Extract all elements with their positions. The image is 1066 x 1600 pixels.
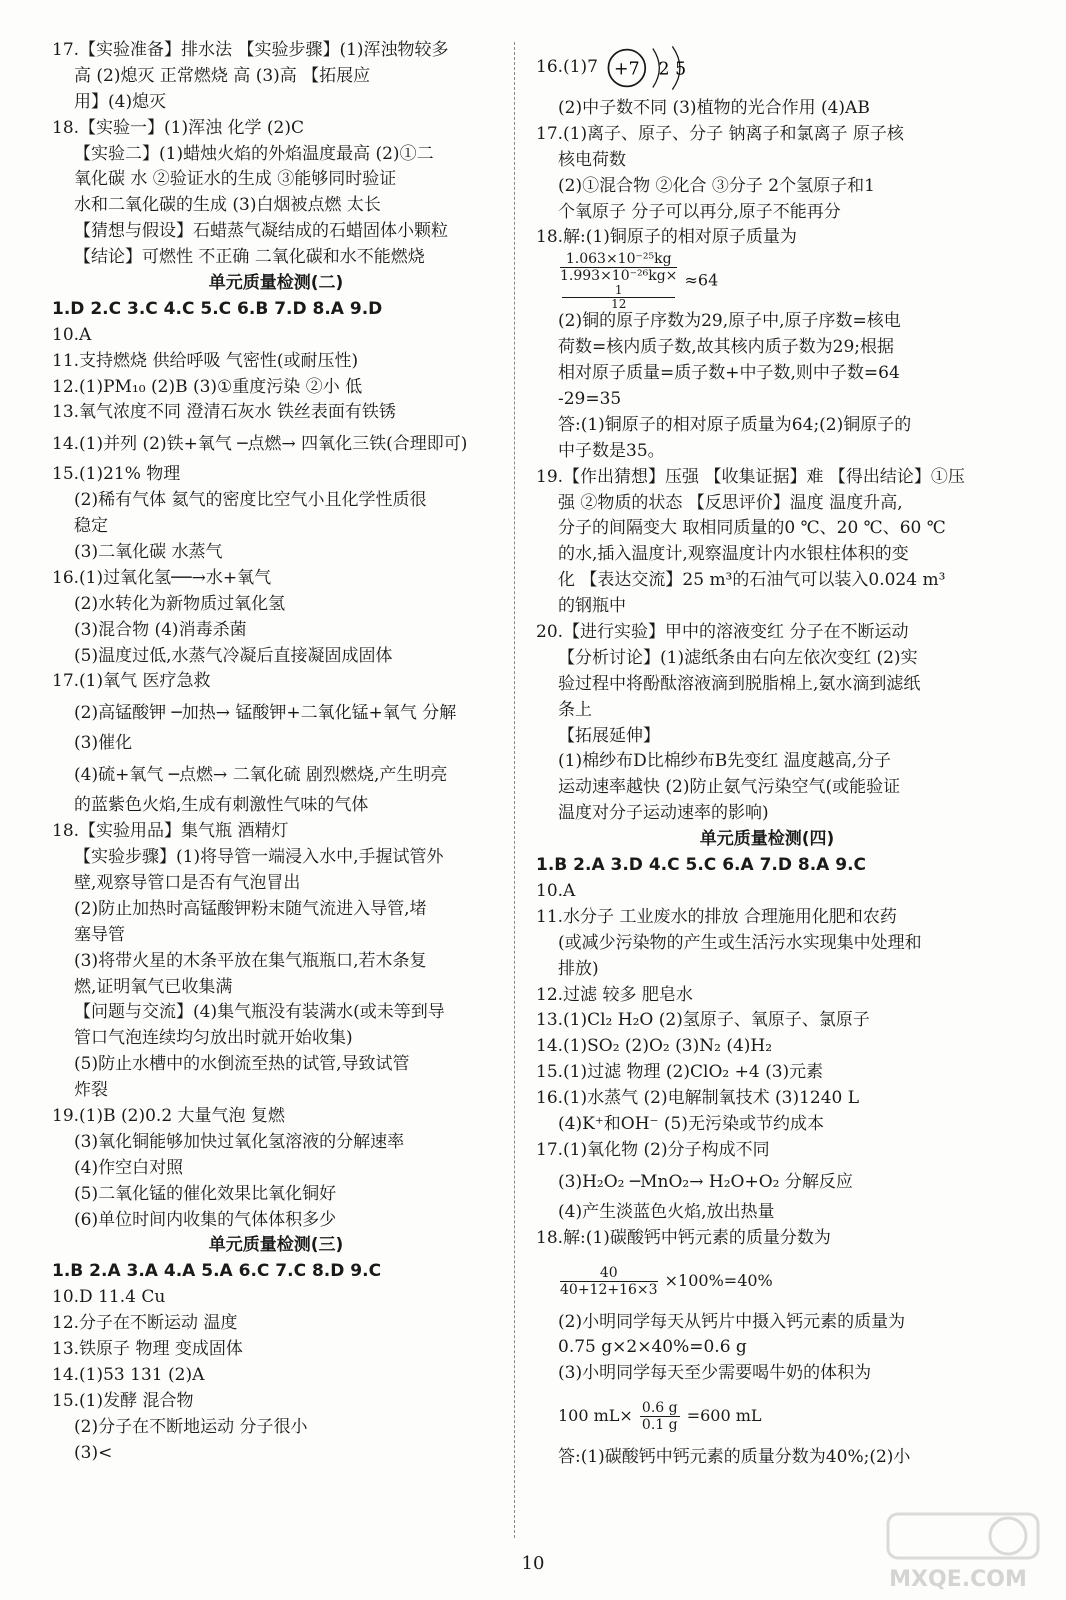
answer-line: (3)<	[74, 1442, 113, 1463]
answer-line: 验过程中将酚酞溶液滴到脱脂棉上,氨水滴到滤纸	[558, 673, 921, 694]
fraction-denominator: 40+12+16×3	[560, 1281, 658, 1298]
answer-line: 荷数=核内质子数,故其核内质子数为29;根据	[558, 337, 895, 358]
fraction-numerator: 40	[560, 1265, 658, 1282]
answer-line: 12.过滤 较多 肥皂水	[536, 984, 693, 1005]
section-heading: 单元质量检测(四)	[699, 829, 835, 850]
answer-line: 10.D 11.4 Cu	[52, 1287, 166, 1308]
answer-line: 的水,插入温度计,观察温度计内水银柱体积的变	[558, 544, 909, 565]
answer-line: 1.B 2.A 3.A 4.A 5.A 6.C 7.C 8.D 9.C	[52, 1261, 382, 1282]
fraction	[640, 1400, 680, 1433]
answer-line: 16.(1)水蒸气 (2)电解制氧技术 (3)1240 L	[536, 1088, 860, 1109]
answer-line: 20.【进行实验】甲中的溶液变红 分子在不断运动	[536, 622, 909, 643]
answer-line: (或减少污染物的产生或生活污水实现集中处理和	[558, 932, 922, 953]
answer-line: (4)硫+氧气 ─点燃→ 二氧化硫 剧烈燃烧,产生明亮	[74, 765, 448, 786]
answer-line: 14.(1)SO₂ (2)O₂ (3)N₂ (4)H₂	[536, 1036, 773, 1057]
answer-line: 17.(1)离子、原子、分子 钠离子和氯离子 原子核	[536, 123, 904, 144]
twelfth-denominator: 12	[611, 297, 627, 310]
fraction-denominator: 0.1 g	[641, 1417, 678, 1434]
answer-line: (1)棉纱布D比棉纱布B先变红 温度越高,分子	[558, 751, 892, 772]
answer-line: 温度对分子运动速率的影响)	[558, 803, 769, 824]
fraction-numerator: 1.063×10⁻²⁵kg	[560, 251, 677, 268]
section-heading: 单元质量检测(三)	[208, 1235, 344, 1256]
site-watermark-logo	[858, 1508, 1058, 1594]
answer-line: 19.(1)B (2)0.2 大量气泡 复燃	[52, 1105, 285, 1126]
answer-line: 个氧原子 分子可以再分,原子不能再分	[558, 201, 841, 222]
answer-line: (6)单位时间内收集的气体体积多少	[74, 1209, 337, 1230]
answer-line: 13.铁原子 物理 变成固体	[52, 1338, 243, 1359]
answer-line: (2)①混合物 ②化合 ③分子 2个氢原子和1	[558, 175, 875, 196]
answer-line: (3)将带火星的木条平放在集气瓶瓶口,若木条复	[74, 950, 427, 971]
answer-line: 18.【实验用品】集气瓶 酒精灯	[52, 821, 289, 842]
answer-line: 15.(1)过滤 物理 (2)ClO₂ +4 (3)元素	[536, 1062, 824, 1083]
answer-line: 核电荷数	[558, 149, 626, 170]
answer-line: 12.分子在不断运动 温度	[52, 1313, 238, 1334]
answer-line: 1.D 2.C 3.C 4.C 5.C 6.B 7.D 8.A 9.D	[52, 298, 383, 319]
answer-line: (2)防止加热时高锰酸钾粉末随气流进入导管,堵	[74, 898, 427, 919]
answer-line: 10.A	[52, 324, 92, 345]
answer-line: 【问题与交流】(4)集气瓶没有装满水(或未等到导	[74, 1002, 445, 1023]
answer-line: (4)K⁺和OH⁻ (5)无污染或节约成本	[558, 1113, 824, 1134]
atom-structure-diagram	[603, 41, 733, 95]
answer-line: 的蓝紫色火焰,生成有刺激性气味的气体	[74, 795, 369, 816]
nucleus-label: +7	[614, 59, 640, 79]
answer-line: 1.B 2.A 3.D 4.C 5.C 6.A 7.D 8.A 9.C	[536, 855, 867, 876]
answer-text: 16.(1)7	[536, 57, 598, 77]
answer-line: 水和二氧化碳的生成 (3)白烟被点燃 太长	[74, 195, 381, 216]
answer-line: (2)小明同学每天从钙片中摄入钙元素的质量为	[558, 1311, 906, 1332]
answer-line: 塞导管	[74, 924, 125, 945]
answer-line: (4)作空白对照	[74, 1157, 184, 1178]
answer-line: 相对原子质量=质子数+中子数,则中子数=64	[558, 363, 900, 384]
answer-line: 17.(1)氧气 医疗急救	[52, 671, 211, 692]
answer-line: (3)H₂O₂ ─MnO₂→ H₂O+O₂ 分解反应	[558, 1171, 853, 1192]
answer-line: 燃,证明氧气已收集满	[74, 976, 233, 997]
answer-line: 分子的间隔变大 取相同质量的0 ℃、20 ℃、60 ℃	[558, 518, 946, 539]
fraction-numerator: 0.6 g	[641, 1400, 678, 1417]
answer-line: (2)中子数不同 (3)植物的光合作用 (4)AB	[558, 98, 870, 118]
answer-line: 答:(1)铜原子的相对原子质量为64;(2)铜原子的	[558, 414, 912, 435]
answer-line: 用】(4)熄灭	[74, 91, 167, 112]
answer-line: 17.【实验准备】排水法 【实验步骤】(1)浑浊物较多	[52, 40, 449, 60]
answer-line: -29=35	[558, 389, 622, 410]
answer-line: 答:(1)碳酸钙中钙元素的质量分数为40%;(2)小	[558, 1447, 911, 1468]
answer-line: (2)铜的原子序数为29,原子中,原子序数=核电	[558, 311, 901, 332]
answer-line: 13.氧气浓度不同 澄清石灰水 铁丝表面有铁锈	[52, 402, 396, 423]
formula-result: ×100%=40%	[664, 1270, 773, 1290]
answer-line: 18.解:(1)碳酸钙中钙元素的质量分数为	[536, 1227, 831, 1248]
answer-line	[536, 38, 998, 96]
formula-line	[536, 1252, 998, 1310]
answer-line: (4)产生淡蓝色火焰,放出热量	[558, 1201, 775, 1222]
answer-line: 17.(1)氧化物 (2)分子构成不同	[536, 1139, 770, 1160]
answer-line: 18.【实验一】(1)浑浊 化学 (2)C	[52, 117, 305, 138]
fraction-denominator	[560, 268, 677, 309]
answer-line: 中子数是35。	[558, 440, 665, 461]
answer-line: 的钢瓶中	[558, 596, 626, 617]
denominator-text: 1.993×10⁻²⁶kg×	[560, 268, 678, 285]
answer-line: 12.(1)PM₁₀ (2)B (3)①重度污染 ②小 低	[52, 376, 363, 397]
answer-line: 高 (2)熄灭 正常燃烧 高 (3)高 【拓展应	[74, 65, 371, 86]
answer-line: (5)防止水槽中的水倒流至热的试管,导致试管	[74, 1054, 410, 1075]
fraction	[560, 1265, 658, 1298]
answer-line: (2)高锰酸钾 ─加热→ 锰酸钾+二氧化锰+氧气 分解	[74, 703, 457, 724]
answer-line: 【结论】可燃性 不正确 二氧化碳和水不能燃烧	[74, 247, 425, 268]
answer-line: 条上	[558, 699, 592, 720]
column-divider	[514, 42, 515, 1538]
formula-prefix: 100 mL×	[558, 1406, 633, 1426]
answer-line: (2)水转化为新物质过氧化氢	[74, 593, 286, 614]
formula-line	[536, 1387, 998, 1445]
answer-line: 0.75 g×2×40%=0.6 g	[558, 1337, 747, 1358]
section-heading: 单元质量检测(二)	[208, 273, 344, 294]
answer-line: 强 ②物质的状态 【反思评价】温度 温度升高,	[558, 492, 903, 513]
answer-line: 氧化碳 水 ②验证水的生成 ③能够同时验证	[74, 169, 397, 190]
answer-line: 【实验步骤】(1)将导管一端浸入水中,手握试管外	[74, 847, 444, 868]
answer-line: 【分析讨论】(1)滤纸条由右向左依次变红 (2)实	[558, 647, 918, 668]
answer-line: 11.水分子 工业废水的排放 合理施用化肥和农药	[536, 906, 897, 927]
answer-line: 15.(1)发酵 混合物	[52, 1390, 194, 1411]
twelfth-numerator: 1	[562, 284, 675, 298]
answer-line: 排放)	[558, 958, 599, 979]
answer-line: 16.(1)过氧化氢──→水+氧气	[52, 567, 272, 588]
answer-line: (2)稀有气体 氦气的密度比空气小且化学性质很	[74, 490, 427, 511]
approx-result: ≈64	[684, 270, 719, 290]
watermark-text: MXQE.COM	[889, 1567, 1027, 1592]
answer-line: (3)混合物 (4)消毒杀菌	[74, 619, 247, 640]
answer-line: 【拓展延伸】	[558, 725, 660, 746]
answer-line: 10.A	[536, 880, 576, 901]
answer-line: 炸裂	[74, 1080, 108, 1101]
answer-line: 【实验二】(1)蜡烛火焰的外焰温度最高 (2)①二	[74, 143, 434, 164]
answer-line: 14.(1)53 131 (2)A	[52, 1364, 205, 1385]
right-column	[536, 38, 998, 1471]
answer-line: 化 【表达交流】25 m³的石油气可以装入0.024 m³	[558, 570, 946, 591]
formula-result: =600 mL	[686, 1406, 762, 1426]
answer-line: 11.支持燃烧 供给呼吸 气密性(或耐压性)	[52, 350, 359, 371]
answer-line: 14.(1)并列 (2)铁+氧气 ─点燃→ 四氧化三铁(合理即可)	[52, 434, 468, 455]
answer-line: 稳定	[74, 516, 108, 537]
answer-line: 19.【作出猜想】压强 【收集证据】难 【得出结论】①压	[536, 466, 965, 487]
answer-line: (3)小明同学每天至少需要喝牛奶的体积为	[558, 1363, 872, 1384]
answer-line: (3)二氧化碳 水蒸气	[74, 542, 223, 563]
answer-line: 运动速率越快 (2)防止氨气污染空气(或能验证	[558, 777, 901, 798]
shell-electrons: 2 5	[658, 59, 687, 79]
answer-line: 管口气泡连续均匀放出时就开始收集)	[74, 1028, 353, 1049]
answer-line: (3)催化	[74, 733, 133, 754]
answer-line: (5)温度过低,水蒸气冷凝后直接凝固成固体	[74, 645, 393, 666]
formula-line	[536, 251, 998, 309]
answer-line: (5)二氧化锰的催化效果比氧化铜好	[74, 1183, 337, 1204]
answer-line: (3)氧化铜能够加快过氧化氢溶液的分解速率	[74, 1131, 405, 1152]
answer-line: 15.(1)21% 物理	[52, 464, 181, 485]
page-number: 10	[521, 1553, 545, 1574]
answer-line: 【猜想与假设】石蜡蒸气凝结成的石蜡固体小颗粒	[74, 221, 448, 242]
answer-line: 18.解:(1)铜原子的相对原子质量为	[536, 227, 797, 248]
left-column	[52, 38, 500, 1466]
answer-line: 13.(1)Cl₂ H₂O (2)氢原子、氧原子、氯原子	[536, 1010, 870, 1031]
twelfth-fraction	[562, 284, 675, 309]
answer-line: 壁,观察导管口是否有气泡冒出	[74, 872, 301, 893]
answer-line: (2)分子在不断地运动 分子很小	[74, 1416, 308, 1437]
fraction	[560, 251, 677, 309]
